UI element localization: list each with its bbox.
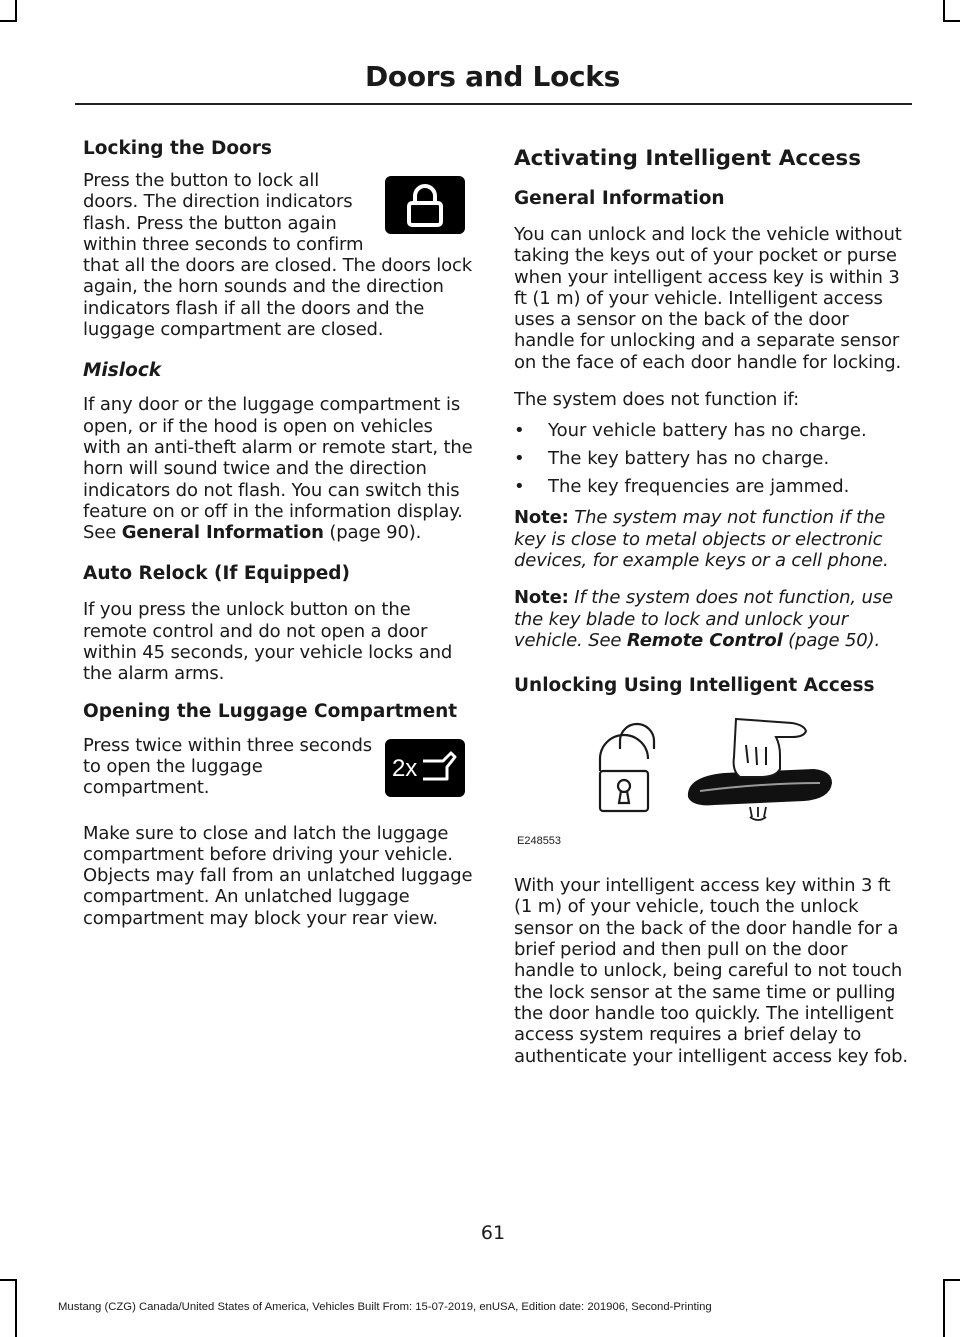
locking-heading: Locking the Doors xyxy=(83,138,272,159)
bullet: • xyxy=(514,448,525,470)
luggage-text: Press twice within three seconds to open the luggage compartment. xyxy=(83,734,373,799)
general-text: You can unlock and lock the vehicle without taking the keys out of your pocket or purse when your intelligent access key is within 3 ft (1 m) of your vehicle. Intelligent access uses a sensor on the back of the door handle for unlocking and a separate sensor on the face of each door handle for locking. xyxy=(514,224,902,373)
open-padlock-icon xyxy=(600,724,654,811)
conditions-list xyxy=(514,420,908,497)
relock-text: If you press the unlock button on the remote control and do not open a door within 45 seconds, your vehicle locks and the alarm arms. xyxy=(83,599,453,685)
list-item-text: Your vehicle battery has no charge. xyxy=(548,420,867,442)
luggage-paragraph xyxy=(83,735,475,799)
luggage-heading: Opening the Luggage Compartment xyxy=(83,700,458,722)
bullet: • xyxy=(514,420,525,442)
general-heading: General Information xyxy=(514,188,725,209)
list-item-text: The key frequencies are jammed. xyxy=(548,476,850,498)
crop-mark xyxy=(15,1279,17,1337)
unlock-handle-illustration xyxy=(514,711,908,841)
mislock-text: If any door or the luggage compartment is open, or if the hood is open on vehicles with an anti-theft alarm or remote start, the horn will sound twice and the direction indicators do not flash. You can switch this feature on or off in the information display. See xyxy=(83,394,473,544)
not-function-text: The system does not function if: xyxy=(514,389,800,411)
hand-icon xyxy=(734,719,806,777)
locking-text: Press the button to lock all doors. The direction indicators flash. Press the button again within three seconds to confirm that all the doors are closed. The doors lock again, the horn sounds and the direction indicators flash if all the doors and the luggage compartment are closed. xyxy=(83,170,473,341)
trunk-icon-label: 2x xyxy=(392,754,418,782)
relock-heading: Auto Relock (If Equipped) xyxy=(83,563,350,585)
latch-text: Make sure to close and latch the luggage compartment before driving your vehicle. Objects may fall from an unlatched luggage compartment. An unlatched luggage compartment may block your rear view. xyxy=(83,822,473,929)
crop-mark xyxy=(943,0,945,22)
mislock-page-ref: (page 90). xyxy=(323,522,422,544)
trunk-2x-icon xyxy=(385,739,465,797)
list-item-text: The key battery has no charge. xyxy=(548,448,830,470)
note-1-text: The system may not function if the key is close to metal objects or electronic devices, for example keys or a cell phone. xyxy=(514,507,889,571)
general-information-link[interactable]: General Information xyxy=(121,522,324,544)
section-title: Doors and Locks xyxy=(364,60,620,93)
crop-mark xyxy=(15,0,17,22)
page-number: 61 xyxy=(480,1222,506,1244)
locking-paragraph xyxy=(83,170,475,340)
list-item xyxy=(514,420,908,441)
mislock-paragraph xyxy=(83,394,475,543)
crop-mark xyxy=(0,20,17,22)
crop-mark xyxy=(943,1279,945,1337)
mislock-heading: Mislock xyxy=(83,360,162,382)
unlock-sensor-mark xyxy=(750,807,766,820)
illustration-code: E248553 xyxy=(517,835,562,848)
activating-heading: Activating Intelligent Access xyxy=(514,146,862,171)
crop-mark xyxy=(943,1279,960,1281)
footer-text: Mustang (CZG) Canada/United States of America, Vehicles Built From: 15-07-2019, enUSA, Edition date: 201906, Second-Printing xyxy=(58,1301,712,1313)
bullet: • xyxy=(514,476,525,498)
header-rule xyxy=(75,103,912,105)
crop-mark xyxy=(0,1279,17,1281)
note-2-page-ref: (page 50). xyxy=(782,629,881,651)
unlocking-text: With your intelligent access key within 3 ft (1 m) of your vehicle, touch the unlock sensor on the back of the door handle for a brief period and then pull on the door handle to unlock, being careful to not touch the lock sensor at the same time or pulling the door handle too quickly. The intelligent access system requires a brief delay to authenticate your intelligent access key fob. xyxy=(514,875,909,1067)
note-2 xyxy=(514,587,908,651)
unlock-illustration xyxy=(514,711,908,859)
remote-control-link[interactable]: Remote Control xyxy=(626,629,783,651)
note-label: Note: xyxy=(514,507,569,529)
list-item xyxy=(514,448,908,469)
note-2-text: If the system does not function, use the key blade to lock and unlock your vehicle. See xyxy=(514,587,893,651)
note-label: Note: xyxy=(514,587,569,609)
note-1 xyxy=(514,507,908,571)
list-item xyxy=(514,476,908,497)
crop-mark xyxy=(943,20,960,22)
right-column xyxy=(514,138,908,1083)
left-column xyxy=(83,138,475,945)
unlocking-heading: Unlocking Using Intelligent Access xyxy=(514,675,875,697)
lock-icon xyxy=(385,176,465,234)
